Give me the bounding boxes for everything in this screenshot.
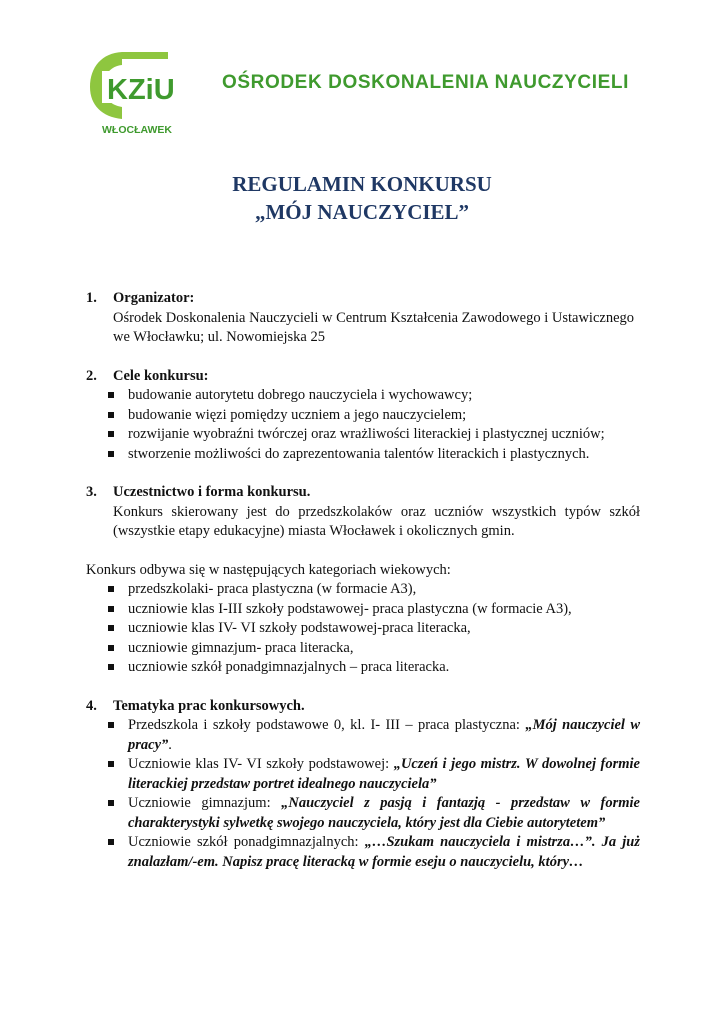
section-number: 1. (86, 290, 97, 306)
section-organizer (86, 289, 640, 348)
list-item: uczniowie klas I-III szkoły podstawowej- praca plastyczna (w formacie A3), (105, 600, 640, 620)
list-item: Przedszkola i szkoły podstawowe 0, kl. I- III – praca plastyczna: „Mój nauczyciel w pracy”. (105, 716, 640, 755)
section-number: 2. (86, 367, 97, 384)
list-item: budowanie autorytetu dobrego nauczyciela i wychowawcy; (105, 386, 640, 406)
section-heading: Cele konkursu: (113, 367, 209, 384)
logo-city: WŁOCŁAWEK (102, 124, 172, 136)
section-heading: Organizator: (113, 290, 195, 306)
list-item: Uczniowie gimnazjum: „Nauczyciel z pasją i fantazją - przedstaw w formie charakterystyki sylwetkę swojego nauczyciela, który jest dla Ciebie autorytetem” (105, 794, 640, 833)
list-item: uczniowie szkół ponadgimnazjalnych – praca literacka. (105, 658, 640, 678)
org-name: OŚRODEK DOSKONALENIA NAUCZYCIELI (222, 72, 629, 93)
participation-text: Konkurs skierowany jest do przedszkolaków oraz uczniów wszystkich typów szkół (wszystkie etapy edukacyjne) miasta Włocławek i okolicznych gmin. (113, 503, 640, 539)
logo-c-top (122, 52, 168, 59)
list-item: Uczniowie szkół ponadgimnazjalnych: „…Szukam nauczyciela i mistrza…”. Ja już znalazłam/-em. Napisz pracę literacką w formie eseju o nauczycielu, który… (105, 833, 640, 872)
section-goals (86, 367, 640, 465)
list-item: uczniowie gimnazjum- praca literacka, (105, 639, 640, 659)
section-topics (86, 697, 640, 873)
doc-title-line2: „MÓJ NAUCZYCIEL” (254, 200, 470, 224)
doc-title-line1: REGULAMIN KONKURSU (232, 172, 492, 196)
list-item: stworzenie możliwości do zaprezentowania talentów literackich i plastycznych. (105, 445, 640, 465)
ckziu-logo (88, 47, 200, 143)
organizer-text: Ośrodek Doskonalenia Nauczycieli w Centrum Kształcenia Zawodowego i Ustawicznego we Włocławku; ul. Nowomiejska 25 (113, 309, 635, 345)
list-item: przedszkolaki- praca plastyczna (w formacie A3), (105, 580, 640, 600)
document-body (86, 289, 640, 891)
list-item: rozwijanie wyobraźni twórczej oraz wrażliwości literackiej i plastycznej uczniów; (105, 425, 640, 445)
section-participation (86, 483, 640, 542)
section-categories (86, 561, 640, 678)
list-item: Uczniowie klas IV- VI szkoły podstawowej: „Uczeń i jego mistrz. W dowolnej formie literackiej przedstaw portret idealnego nauczyciela” (105, 755, 640, 794)
list-item: budowanie więzi pomiędzy uczniem a jego nauczycielem; (105, 406, 640, 426)
logo-text: KZiU (107, 74, 175, 106)
section-number: 4. (86, 697, 97, 714)
section-number: 3. (86, 484, 97, 500)
categories-intro: Konkurs odbywa się w następujących kategoriach wiekowych: (86, 561, 451, 578)
section-heading: Tematyka prac konkursowych. (113, 697, 305, 714)
list-item: uczniowie klas IV- VI szkoły podstawowej-praca literacka, (105, 619, 640, 639)
section-heading: Uczestnictwo i forma konkursu. (113, 484, 311, 500)
